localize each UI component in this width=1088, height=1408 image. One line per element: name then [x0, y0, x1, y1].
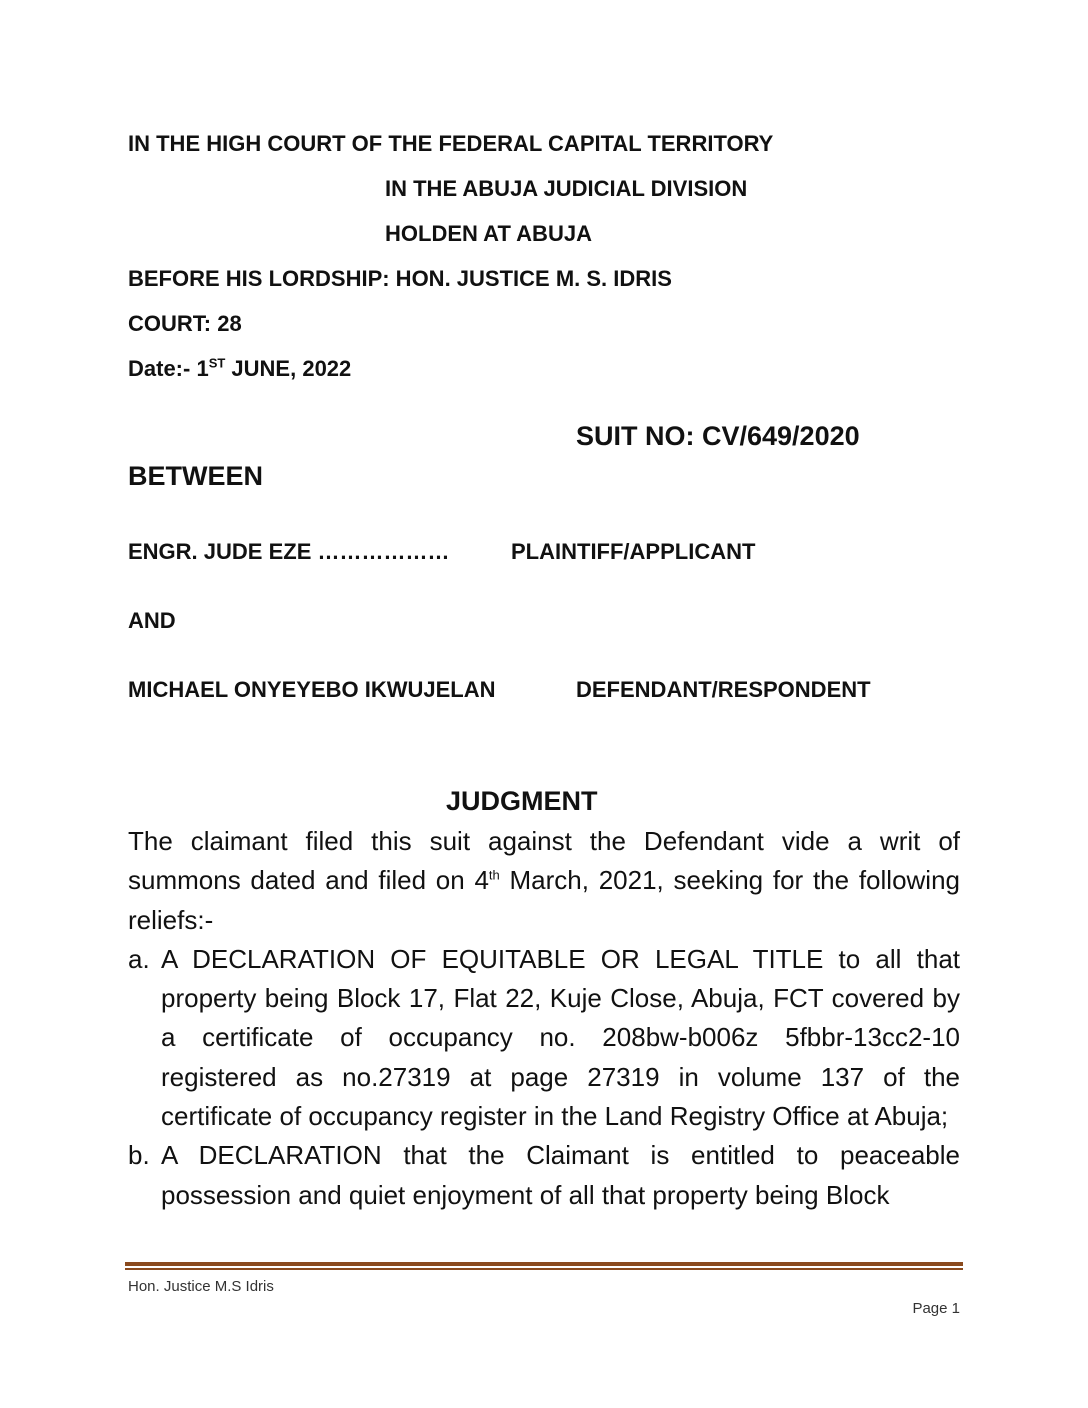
and-label: AND — [128, 608, 176, 633]
footer-rule-thin — [125, 1268, 963, 1270]
division-heading: IN THE ABUJA JUDICIAL DIVISION — [385, 176, 748, 201]
between-label: BETWEEN — [128, 461, 263, 491]
relief-marker: b. — [128, 1140, 150, 1171]
before-line: BEFORE HIS LORDSHIP: HON. JUSTICE M. S. IDRIS — [128, 266, 672, 291]
defendant-role: DEFENDANT/RESPONDENT — [576, 677, 871, 702]
suit-number: SUIT NO: CV/649/2020 — [576, 421, 860, 451]
relief-marker: a. — [128, 943, 150, 974]
intro-part1: The claimant filed this suit against the Defendant vide a writ of summons dated and filed on 4 — [128, 826, 960, 896]
judgment-body — [128, 822, 960, 1215]
relief-text: A DECLARATION that the Claimant is entitled to peaceable possession and quiet enjoyment of all that property being Block — [161, 1140, 960, 1210]
footer-rule-thick — [125, 1262, 963, 1266]
footer-author: Hon. Justice M.S Idris — [128, 1278, 274, 1295]
court-number: COURT: 28 — [128, 311, 242, 336]
intro-part2: March, 2021, seeking for the following reliefs:- — [128, 865, 960, 935]
holden-heading: HOLDEN AT ABUJA — [385, 221, 592, 246]
date-superscript: ST — [208, 355, 226, 371]
relief-item — [128, 940, 960, 1136]
relief-text: A DECLARATION OF EQUITABLE OR LEGAL TITLE to all that property being Block 17, Flat 22, Kuje Close, Abuja, FCT covered by a certificate of occupancy no. 208bw-b006z 5fbbr-13cc2-10 registered as no.27319 at page 27319 in volume 137 of the certificate of occupancy register in the Land Registry Office at Abuja; — [161, 943, 960, 1132]
intro-paragraph — [128, 822, 960, 940]
plaintiff-role: PLAINTIFF/APPLICANT — [511, 539, 756, 564]
date-prefix: Date:- 1 — [128, 356, 209, 381]
date-suffix: JUNE, 2022 — [225, 356, 352, 381]
judgment-title: JUDGMENT — [446, 786, 598, 816]
intro-superscript: th — [488, 867, 500, 883]
court-heading: IN THE HIGH COURT OF THE FEDERAL CAPITAL TERRITORY — [128, 131, 774, 156]
relief-item — [128, 1136, 960, 1215]
plaintiff-name: ENGR. JUDE EZE ……………… — [128, 539, 450, 564]
judgment-date — [128, 356, 351, 382]
page-number: Page 1 — [912, 1300, 960, 1317]
defendant-name: MICHAEL ONYEYEBO IKWUJELAN — [128, 677, 496, 702]
